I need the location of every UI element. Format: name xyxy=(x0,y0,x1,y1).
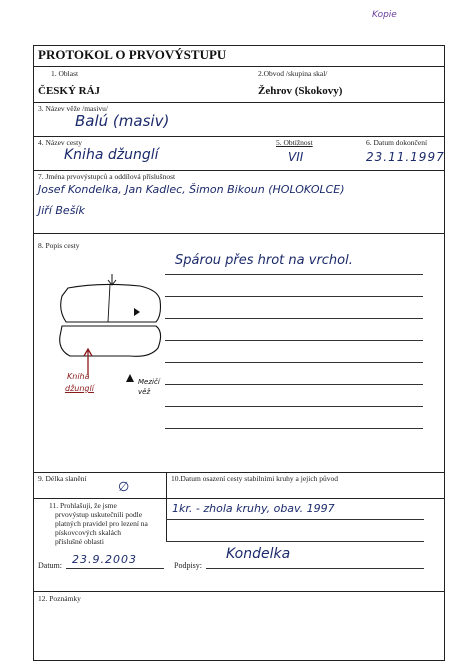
divider xyxy=(166,498,167,542)
label-prohlaseni-2: prvovýstup uskutečnili podle xyxy=(55,510,143,519)
arrow-top xyxy=(108,274,116,285)
value-vez: Balú (masiv) xyxy=(75,112,170,130)
sketch-label-dzungli: džunglí xyxy=(65,384,94,393)
ruled-line xyxy=(165,406,423,407)
ruled-line xyxy=(165,384,423,385)
sketch-label-kniha: Kniha xyxy=(67,372,90,381)
label-oblast: 1. Oblast xyxy=(51,69,79,78)
ruled-line xyxy=(165,296,423,297)
mezici-vez-marker xyxy=(126,374,134,382)
value-datum-dokonceni: 23.11.1997 xyxy=(366,150,445,164)
ruled-line xyxy=(166,519,424,520)
ruled-line xyxy=(165,362,423,363)
label-podpisy: Podpisy: xyxy=(174,561,203,570)
label-vez: 3. Název věže /masivu/ xyxy=(38,104,108,113)
divider xyxy=(33,233,445,234)
value-delka-slaneni: ∅ xyxy=(118,480,130,495)
divider xyxy=(33,136,445,137)
value-popis: Spárou přes hrot na vrchol. xyxy=(175,253,353,268)
ruled-line xyxy=(165,340,423,341)
ruled-line xyxy=(165,274,423,275)
ruled-line xyxy=(166,541,424,542)
value-obtiznost: VII xyxy=(288,150,304,164)
crack-line xyxy=(108,284,110,322)
divider xyxy=(33,591,445,592)
label-datum: Datum: xyxy=(38,561,62,570)
label-jmena: 7. Jména prvovýstupců a oddílová příslušnost xyxy=(38,172,176,181)
label-datum-dokonceni: 6. Datum dokončení xyxy=(366,138,428,147)
label-popis: 8. Popis cesty xyxy=(38,241,80,250)
rock-outline xyxy=(60,326,161,356)
label-obtiznost: 5. Obtížnost xyxy=(276,138,313,147)
label-obvod: 2.Obvod /skupina skal/ xyxy=(258,69,328,78)
value-podpisy: Kondelka xyxy=(226,546,291,562)
divider xyxy=(33,170,445,171)
label-prohlaseni-3: platných pravidel pro lezení na xyxy=(55,519,148,528)
value-jmena-2: Jiří Bešík xyxy=(38,204,85,217)
corner-note: Kopie xyxy=(372,10,397,20)
ruled-line xyxy=(165,428,423,429)
label-cesta: 4. Název cesty xyxy=(38,138,82,147)
sketch-label-mezici: Mezičí xyxy=(138,378,160,386)
divider xyxy=(33,102,445,103)
label-prohlaseni-5: příslušné oblasti xyxy=(55,537,104,546)
divider xyxy=(166,472,167,498)
divider xyxy=(33,66,445,67)
value-oblast: ČESKÝ RÁJ xyxy=(38,85,101,97)
divider xyxy=(33,498,445,499)
sketch-label-vez: věž xyxy=(138,388,151,396)
label-prohlaseni-1: 11. Prohlašuji, že jsme xyxy=(49,501,117,510)
divider xyxy=(33,472,445,473)
form-title: PROTOKOL O PRVOVÝSTUPU xyxy=(38,47,227,62)
value-cesta: Kniha džunglí xyxy=(64,147,159,163)
signature-line xyxy=(206,568,424,569)
value-kruhy: 1kr. - zhola kruhy, obav. 1997 xyxy=(172,502,335,515)
date-line xyxy=(66,568,164,569)
value-obvod: Žehrov (Skokovy) xyxy=(258,85,343,97)
value-jmena-1: Josef Kondelka, Jan Kadlec, Šimon Bikoun (HOLOKOLCE) xyxy=(38,183,345,196)
label-prohlaseni-4: pískovcových skalách xyxy=(55,528,122,537)
ridge-mark xyxy=(134,308,140,316)
label-delka-slaneni: 9. Délka slanění xyxy=(38,474,87,483)
label-poznamky: 12. Poznámky xyxy=(38,594,81,603)
rock-outline xyxy=(61,284,161,322)
label-datum-osazeni: 10.Datum osazení cesty stabilními kruhy a jejich původ xyxy=(171,474,339,483)
ruled-line xyxy=(165,318,423,319)
value-datum: 23.9.2003 xyxy=(72,553,137,566)
